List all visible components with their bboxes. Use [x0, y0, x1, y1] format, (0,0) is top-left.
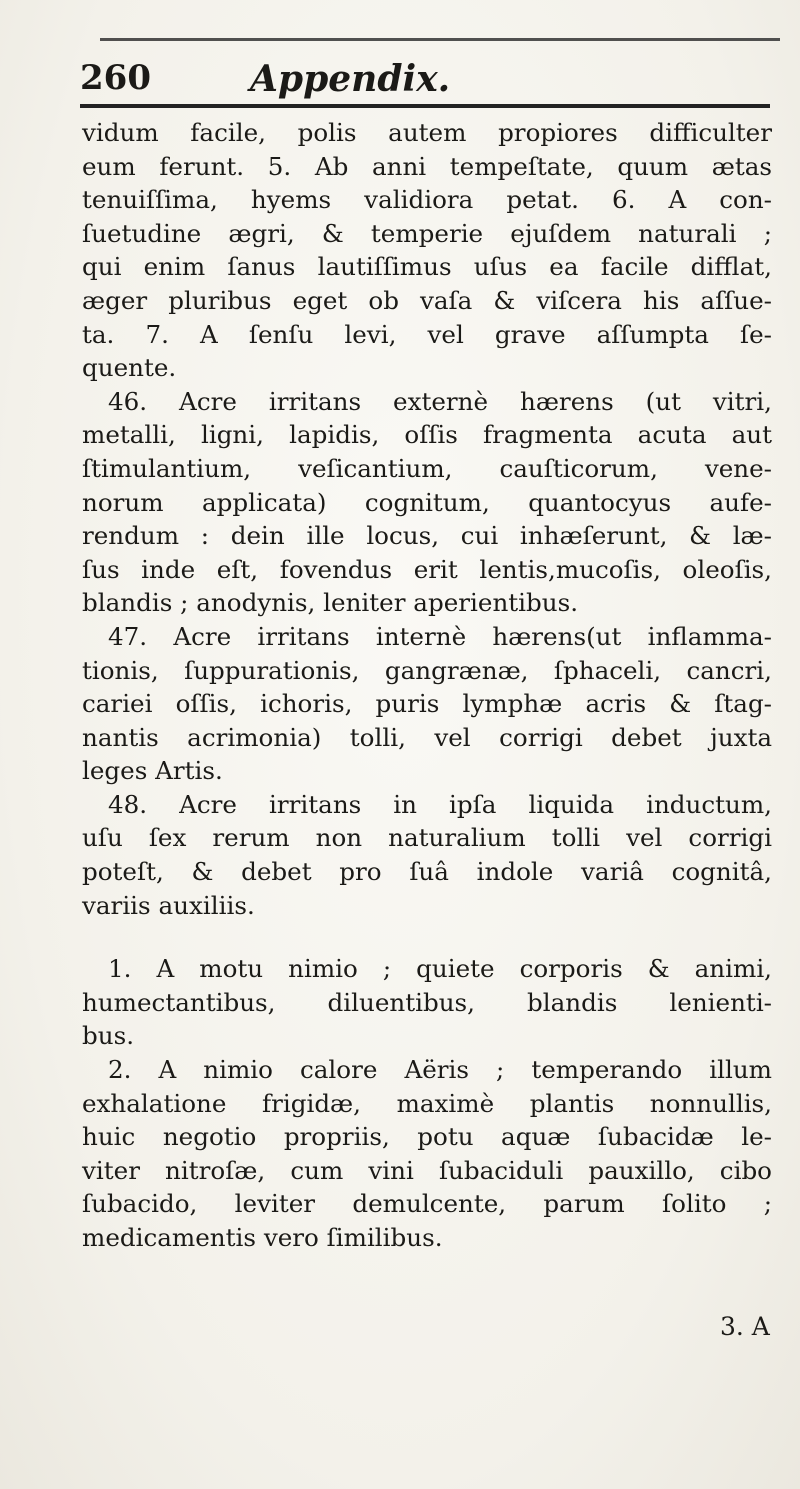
text-line: leges Artis. — [82, 756, 223, 786]
text-line: ſus inde eſt, fovendus erit lentis,mucoſis, oleoſis, — [82, 554, 772, 584]
body-text — [82, 116, 772, 1255]
text-line: norum applicata) cognitum, quantocyus aufe- — [82, 487, 772, 517]
text-line: poteſt, & debet pro ſuâ indole variâ cognitâ, — [82, 857, 772, 887]
text-line: viter nitroſæ, cum vini ſubaciduli pauxillo, cibo — [82, 1155, 772, 1185]
text-line: eum ferunt. 5. Ab anni tempeſtate, quum ætas — [82, 151, 772, 181]
section-gap — [82, 922, 772, 952]
text-line: qui enim ſanus lautiſſimus uſus ea facile difflat, — [82, 252, 772, 282]
text-line: metalli, ligni, lapidis, oſſis fragmenta acuta aut — [82, 420, 772, 450]
text-line: tionis, ſuppurationis, gangrænæ, ſphaceli, cancri, — [82, 655, 772, 685]
header-rule — [80, 104, 770, 108]
page-number: 260 — [80, 58, 151, 98]
paragraph-48 — [82, 788, 772, 922]
text-line: ta. 7. A ſenſu levi, vel grave aſſumpta ſe- — [82, 319, 772, 349]
page-top-edge — [100, 38, 780, 41]
text-line: 1. A motu nimio ; quiete corporis & animi, — [108, 954, 772, 984]
text-line: ſtimulantium, veſicantium, cauſticorum, vene- — [82, 453, 772, 483]
running-head: Appendix. — [250, 58, 451, 100]
text-line: quente. — [82, 353, 177, 383]
text-line: æger pluribus eget ob vaſa & viſcera his aſſue- — [82, 285, 772, 315]
text-line: exhalatione frigidæ, maximè plantis nonnullis, — [82, 1088, 772, 1118]
paragraph-47 — [82, 620, 772, 788]
text-line: rendum : dein ille locus, cui inhæſerunt, & læ- — [82, 521, 772, 551]
text-line: uſu ſex rerum non naturalium tolli vel corrigi — [82, 823, 772, 853]
catchword: 3. A — [720, 1312, 770, 1341]
text-line: variis auxiliis. — [82, 890, 255, 920]
text-line: 47. Acre irritans internè hærens(ut inflamma- — [108, 621, 772, 651]
text-line: cariei oſſis, ichoris, puris lymphæ acris & ſtag- — [82, 689, 772, 719]
text-line: 46. Acre irritans externè hærens (ut vitri, — [108, 386, 772, 416]
paragraph-continuation — [82, 116, 772, 385]
paragraph-item-2 — [82, 1053, 772, 1255]
text-line: ſubacido, leviter demulcente, parum ſolito ; — [82, 1189, 772, 1219]
text-line: blandis ; anodynis, leniter aperientibus. — [82, 588, 579, 618]
text-line: bus. — [82, 1021, 135, 1051]
text-line: vidum facile, polis autem propiores difficulter — [82, 118, 772, 147]
paragraph-item-1 — [82, 952, 772, 1053]
text-line: humectantibus, diluentibus, blandis lenienti- — [82, 987, 772, 1017]
text-line: medicamentis vero ſimilibus. — [82, 1223, 443, 1252]
text-line: 48. Acre irritans in ipſa liquida inductum, — [108, 789, 772, 819]
page-header — [80, 58, 770, 100]
text-line: nantis acrimonia) tolli, vel corrigi debet juxta — [82, 722, 772, 752]
text-line: huic negotio propriis, potu aquæ ſubacidæ le- — [82, 1122, 772, 1152]
text-line: ſuetudine ægri, & temperie ejuſdem naturali ; — [82, 218, 772, 248]
text-line: 2. A nimio calore Aëris ; temperando illum — [108, 1055, 772, 1085]
text-line: tenuiſſima, hyems validiora petat. 6. A con- — [82, 185, 772, 215]
paragraph-46 — [82, 385, 772, 620]
